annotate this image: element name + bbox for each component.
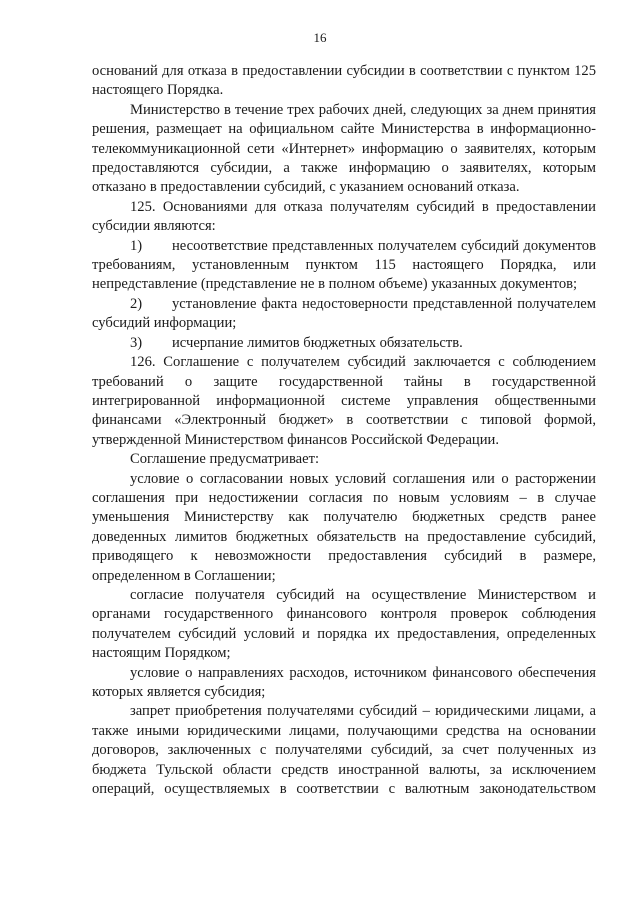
list-item-1 [92,237,596,295]
paragraph-ministry-publication: Министерство в течение трех рабочих дней, следующих за днем принятия решения, размещает на официальном сайте Министерства в информационно-телекоммуникационной сети «Интернет» информацию о заявителях, которым предоставляются субсидии, а также информацию о заявителях, которым отказано в предоставлении субсидий, с указанием оснований отказа. [92,101,596,196]
paragraph-currency-prohibition: запрет приобретения получателями субсидий – юридическими лицами, а также иными юридическими лицами, получающими средства на основании договоров, заключенных с получателями субсидий, за счет полученных из бюджета Тульской области средств иностранной валюты, за исключением операций, осуществляемых в соответствии с валютным законодательством [92,703,596,798]
paragraph-expense-directions: условие о направлениях расходов, источником финансового обеспечения которых является субсидия; [92,664,596,700]
list-item-number: 3) [130,334,143,351]
list-item-text: исчерпание лимитов бюджетных обязательств. [172,334,463,351]
list-item-text: несоответствие представленных получателем субсидий документов требованиям, установленным пунктом 115 настоящего Порядка, или непредставление (представление не в полном объеме) указанных документов; [92,237,596,293]
paragraph-condition-renegotiation: условие о согласовании новых условий соглашения или о расторжении соглашения при недостижении согласия по новым условиям – в случае уменьшения Министерству как получателю бюджетных средств ранее доведенных лимитов бюджетных обязательств на предоставление субсидий, приводящего к невозможности предоставления субсидий в размере, определенном в Соглашении; [92,470,596,584]
paragraph-continuation: оснований для отказа в предоставлении субсидии в соответствии с пунктом 125 настоящего Порядка. [92,63,596,99]
document-body [92,62,596,799]
paragraph-consent-inspections: согласие получателя субсидий на осуществление Министерством и органами государственного финансового контроля проверок соблюдения получателем субсидий условий и порядка их предоставления, определенных настоящим Порядком; [92,586,596,662]
list-item-2 [92,295,596,334]
list-item-number: 1) [130,237,143,254]
paragraph-agreement-intro: Соглашение предусматривает: [130,451,320,468]
list-item-3 [92,334,596,353]
paragraph-125: 125. Основаниями для отказа получателям субсидий в предоставлении субсидии являются: [92,198,596,235]
list-item-text: установление факта недостоверности представленной получателем субсидий информации; [92,295,596,332]
paragraph-126: 126. Соглашение с получателем субсидий заключается с соблюдением требований о защите государственной тайны в государственной интегрированной информационной системе управления общественными финансами «Электронный бюджет» в соответствии с типовой формой, утвержденной Министерством финансов Российской Федерации. [92,354,596,448]
list-item-number: 2) [130,295,143,312]
page-number: 16 [313,30,327,45]
